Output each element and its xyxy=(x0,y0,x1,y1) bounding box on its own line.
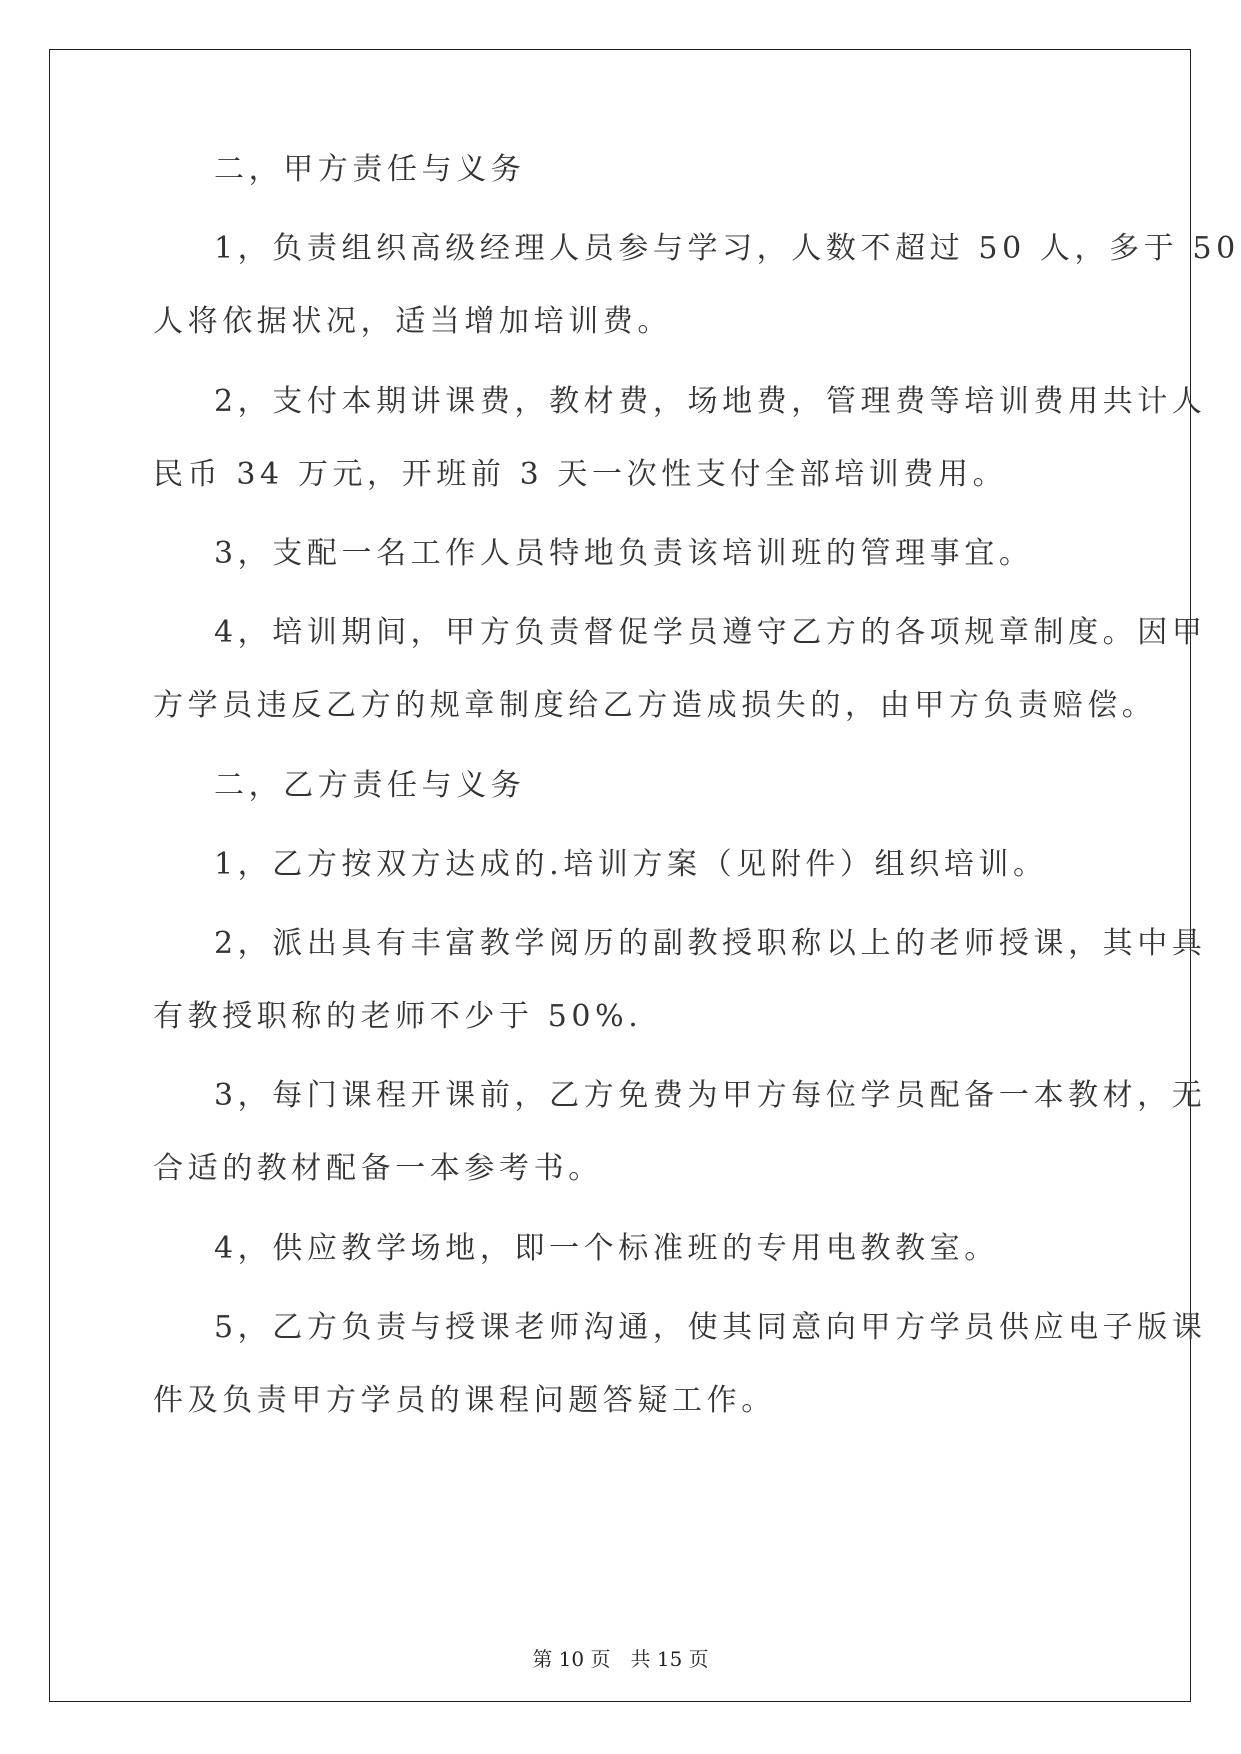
paragraph-line: 民币 34 万元，开班前 3 天一次性支付全部培训费用。 xyxy=(153,457,1008,492)
paragraph-line: 有教授职称的老师不少于 50%. xyxy=(153,999,643,1034)
paragraph-line: 3，每门课程开课前，乙方免费为甲方每位学员配备一本教材，无 xyxy=(214,1078,1207,1113)
page-footer xyxy=(0,1646,1241,1672)
section-heading-party-a: 二，甲方责任与义务 xyxy=(214,152,526,187)
paragraph-line: 1，负责组织高级经理人员参与学习，人数不超过 50 人，多于 50 xyxy=(214,231,1240,266)
paragraph-line: 5，乙方负责与授课老师沟通，使其同意向甲方学员供应电子版课 xyxy=(214,1310,1207,1345)
paragraph-line: 4，供应教学场地，即一个标准班的专用电教教室。 xyxy=(214,1231,999,1266)
page-number-label: 第 10 页 共 15 页 xyxy=(532,1647,709,1671)
paragraph-line: 3，支配一名工作人员特地负责该培训班的管理事宜。 xyxy=(214,536,1034,571)
section-heading-party-b: 二，乙方责任与义务 xyxy=(214,768,526,803)
paragraph-line: 人将依据状况，适当增加培训费。 xyxy=(153,304,672,339)
paragraph-line: 1，乙方按双方达成的.培训方案（见附件）组织培训。 xyxy=(214,847,1048,882)
paragraph-line: 4，培训期间，甲方负责督促学员遵守乙方的各项规章制度。因甲 xyxy=(214,615,1207,650)
paragraph-line: 2，支付本期讲课费，教材费，场地费，管理费等培训费用共计人 xyxy=(214,384,1207,419)
paragraph-line: 方学员违反乙方的规章制度给乙方造成损失的，由甲方负责赔偿。 xyxy=(153,688,1157,723)
paragraph-line: 件及负责甲方学员的课程问题答疑工作。 xyxy=(153,1383,776,1418)
paragraph-line: 合适的教材配备一本参考书。 xyxy=(153,1151,603,1186)
paragraph-line: 2，派出具有丰富教学阅历的副教授职称以上的老师授课，其中具 xyxy=(214,926,1207,961)
